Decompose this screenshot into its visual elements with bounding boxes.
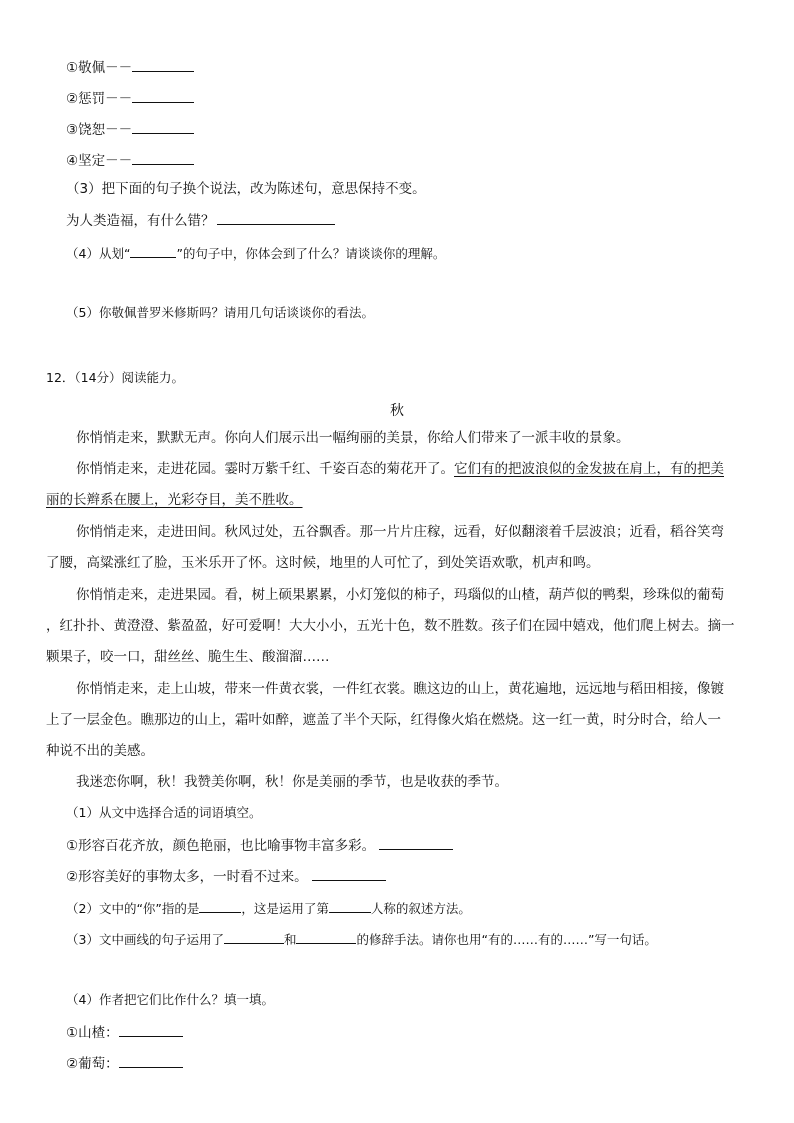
q12-sub4-a: ①山楂： [66,1022,183,1042]
passage-paragraph-6: 我迷恋你啊，秋！我赞美你啊，秋！你是美丽的季节，也是收获的季节。 [76,774,508,790]
answer-blank[interactable] [217,210,335,225]
q11-item-2: ②惩罚－－ [66,88,194,108]
answer-blank[interactable] [199,898,241,913]
q12-sub4-prompt: （4）作者把它们比作什么？填一填。 [66,992,274,1007]
underlined-sentence: 它们有的把波浪似的金发披在肩上，有的把美 [454,461,724,477]
q12-sub1-prompt: （1）从文中选择合适的词语填空。 [66,805,262,820]
q12-sub1-b: ②形容美好的事物太多，一时看不过来。 [66,866,386,886]
q11-sub3-prompt: （3）把下面的句子换个说法，改为陈述句，意思保持不变。 [66,181,426,197]
passage-paragraph-5: 你悄悄走来，走上山坡，带来一件黄衣裳，一件红衣裳。瞧这边的山上，黄花遍地，远远地与稻田相接，像镀 [76,681,724,697]
q11-sub4-prompt: （4）从划“ ”的句子中，你体会到了什么？请谈谈你的理解。 [66,243,445,263]
passage-paragraph-4-cont: ，红扑扑、黄澄澄、紫盈盈，好可爱啊！大大小小，五光十色，数不胜数。孩子们在园中嬉戏，他们爬上树去。摘一 [46,618,735,634]
passage-paragraph-4-cont2: 颗果子，咬一口，甜丝丝、脆生生、酸溜溜…… [46,649,330,665]
q11-sub5-prompt: （5）你敬佩普罗米修斯吗？请用几句话谈谈你的看法。 [66,305,374,320]
passage-paragraph-4: 你悄悄走来，走进果园。看，树上硕果累累，小灯笼似的柿子，玛瑙似的山楂，葫芦似的鸭梨，珍珠似的葡萄 [76,587,724,603]
q11-item-4: ④坚定－－ [66,150,194,170]
passage-paragraph-2: 你悄悄走来，走进花园。霎时万紫千红、千姿百态的菊花开了。它们有的把波浪似的金发披在肩上，有的把美 [76,461,724,477]
answer-blank[interactable] [132,57,194,72]
answer-blank[interactable] [132,88,194,103]
answer-blank[interactable] [119,1022,183,1037]
passage-paragraph-2-cont [46,491,303,509]
q12-sub2-prompt: （2）文中的“你”指的是 ，这是运用了第 人称的叙述方法。 [66,898,471,918]
answer-blank[interactable] [132,119,194,134]
answer-blank[interactable] [132,150,194,165]
answer-blank[interactable] [296,929,356,944]
passage-paragraph-3: 你悄悄走来，走进田间。秋风过处，五谷飘香。那一片片庄稼，远看，好似翻滚着千层波浪；近看，稻谷笑弯 [76,524,724,540]
answer-blank[interactable] [119,1053,183,1068]
passage-paragraph-3-cont: 了腰，高粱涨红了脸，玉米乐开了怀。这时候，地里的人可忙了，到处笑语欢歌，机声和鸣。 [46,555,600,571]
q12-sub3-prompt: （3）文中画线的句子运用了 和 的修辞手法。请你也用“有的……有的……”写一句话。 [66,929,657,949]
passage-paragraph-5-cont: 上了一层金色。瞧那边的山上，霜叶如醉，遮盖了半个天际，红得像火焰在燃烧。这一红一黄，时分时合，给人一 [46,712,721,728]
answer-blank[interactable] [312,866,386,881]
q11-sub3-sentence: 为人类造福，有什么错？ [66,210,335,230]
q12-sub1-a: ①形容百花齐放，颜色艳丽，也比喻事物丰富多彩。 [66,835,453,855]
q11-item-3: ③饶恕－－ [66,119,194,139]
passage-paragraph-5-cont2: 种说不出的美感。 [46,743,154,759]
underline-marker [130,243,176,258]
answer-blank[interactable] [329,898,371,913]
q11-item-1: ①敬佩－－ [66,57,194,77]
passage-title: 秋 [390,403,404,419]
underlined-sentence-cont: 丽的长辫系在腰上，光彩夺目，美不胜收。 [46,492,303,508]
q12-header: 12．（14分）阅读能力。 [46,370,185,385]
passage-paragraph-1: 你悄悄走来，默默无声。你向人们展示出一幅绚丽的美景，你给人们带来了一派丰收的景象。 [76,430,630,446]
q12-sub4-b: ②葡萄： [66,1053,183,1073]
answer-blank[interactable] [379,835,453,850]
answer-blank[interactable] [224,929,284,944]
